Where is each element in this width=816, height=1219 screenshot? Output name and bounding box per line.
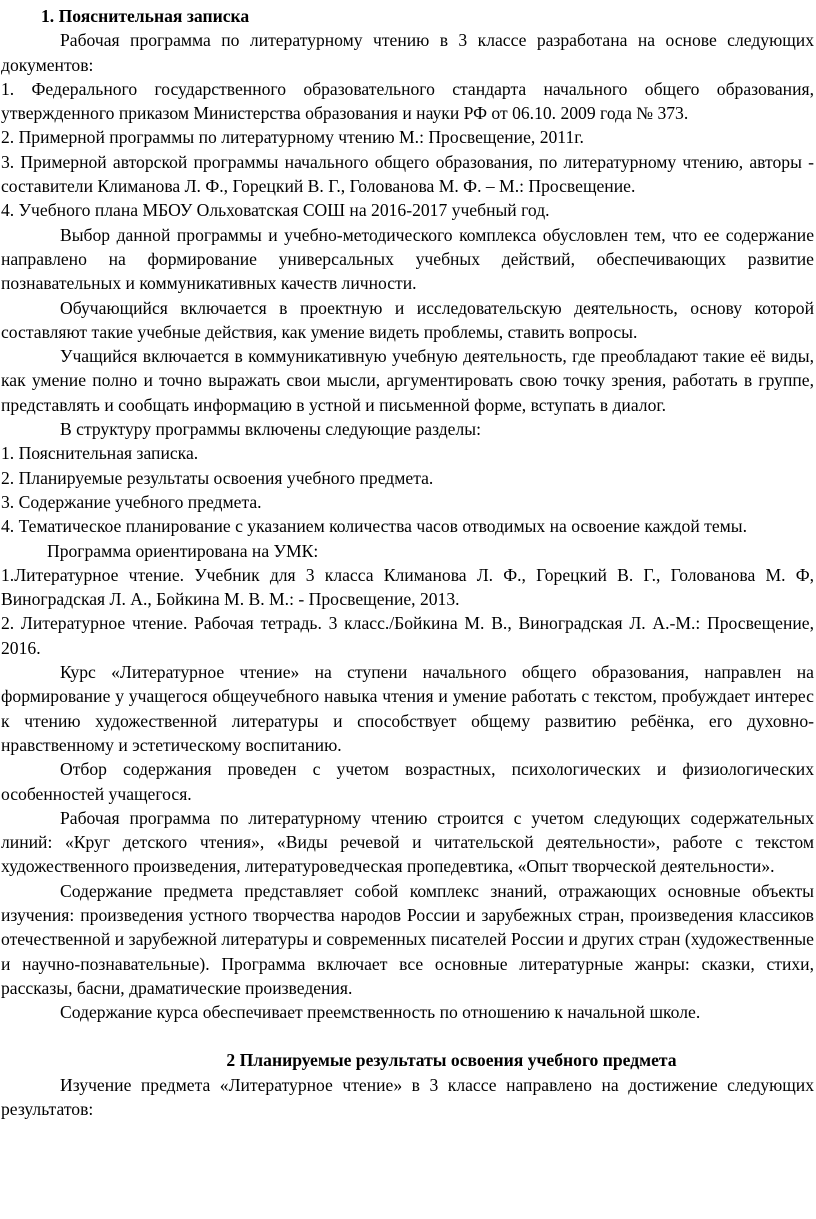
paragraph-program-choice: Выбор данной программы и учебно-методического комплекса обусловлен тем, что ее содержание направлено на формирование универсальных учебных действий, обеспечивающих развитие познавательных и коммуникативных качеств личности.	[1, 224, 814, 294]
paragraph-umk-title: Программа ориентирована на УМК:	[47, 540, 319, 561]
section-heading-planned-results: 2 Планируемые результаты освоения учебного предмета	[226, 1050, 677, 1071]
list-item-document-4: 4. Учебного плана МБОУ Ольховатская СОШ на 2016-2017 учебный год.	[1, 200, 550, 221]
paragraph-structure: В структуру программы включены следующие разделы:	[60, 419, 481, 440]
list-item-document-3: 3. Примерной авторской программы начального общего образования, по литературному чтению, авторы - составители Климанова Л. Ф., Горецкий В. Г., Голованова М. Ф. – М.: Просвещение.	[1, 151, 814, 197]
paragraph-content-lines: Рабочая программа по литературному чтению строится с учетом следующих содержательных линий: «Круг детского чтения», «Виды речевой и читательской деятельности», работе с текстом художественного произведения, литературоведческая пропедевтика, «Опыт творческой деятельности».	[1, 807, 814, 877]
paragraph-course: Курс «Литературное чтение» на ступени начального общего образования, направлен на формирование у учащегося общеучебного навыка чтения и умение работать с текстом, пробуждает интерес к чтению художественной литературы и способствует общему развитию ребёнка, его духовно-нравственному и эстетическому воспитанию.	[1, 662, 814, 755]
section-heading-explanatory-note: 1. Пояснительная записка	[41, 6, 250, 26]
list-item-section-1: 1. Пояснительная записка.	[1, 443, 199, 464]
paragraph-content-selection: Отбор содержания проведен с учетом возрастных, психологических и физиологических особенностей учащегося.	[1, 759, 814, 804]
list-item-document-2: 2. Примерной программы по литературному чтению М.: Просвещение, 2011г.	[1, 127, 584, 148]
paragraph-continuity: Содержание курса обеспечивает преемственность по отношению к начальной школе.	[60, 1002, 701, 1023]
paragraph-intro: Рабочая программа по литературному чтению в 3 классе разработана на основе следующих документов:	[1, 30, 814, 75]
paragraph-results-intro: Изучение предмета «Литературное чтение» в 3 классе направлено на достижение следующих результатов:	[1, 1074, 814, 1120]
section-spacer	[1, 1024, 814, 1048]
paragraph-project-activity: Обучающийся включается в проектную и исследовательскую деятельность, основу которой составляют такие учебные действия, как умение видеть проблемы, ставить вопросы.	[1, 297, 814, 342]
paragraph-communicative-activity: Учащийся включается в коммуникативную учебную деятельность, где преобладают такие её виды, как умение полно и точно выражать свои мысли, аргументировать свою точку зрения, работать в группе, представлять и сообщать информацию в устной и письменной форме, вступать в диалог.	[1, 346, 814, 415]
list-item-document-1: 1. Федерального государственного образовательного стандарта начального общего образования, утвержденного приказом Министерства образования и науки РФ от 06.10. 2009 года № 373.	[1, 78, 814, 124]
list-item-section-4: 4. Тематическое планирование с указанием количества часов отводимых на освоение каждой темы.	[1, 516, 747, 537]
paragraph-subject-content: Содержание предмета представляет собой комплекс знаний, отражающих основные объекты изучения: произведения устного творчества народов России и зарубежных стран, произведения классиков отечественной и зарубежной литературы и современных писателей России и других стран (художественные и научно-познавательные). Программа включает все основные литературные жанры: сказки, стихи, рассказы, басни, драматические произведения.	[1, 880, 814, 998]
list-item-section-3: 3. Содержание учебного предмета.	[1, 491, 262, 512]
list-item-section-2: 2. Планируемые результаты освоения учебного предмета.	[1, 467, 434, 488]
list-item-umk-2: 2. Литературное чтение. Рабочая тетрадь. 3 класс./Бойкина М. В., Виноградская Л. А.-М.: Просвещение, 2016.	[1, 613, 814, 658]
list-item-umk-1: 1.Литературное чтение. Учебник для 3 класса Климанова Л. Ф., Горецкий В. Г., Голованова М. Ф, Виноградская Л. А., Бойкина М. В. М.: - Просвещение, 2013.	[1, 564, 814, 610]
